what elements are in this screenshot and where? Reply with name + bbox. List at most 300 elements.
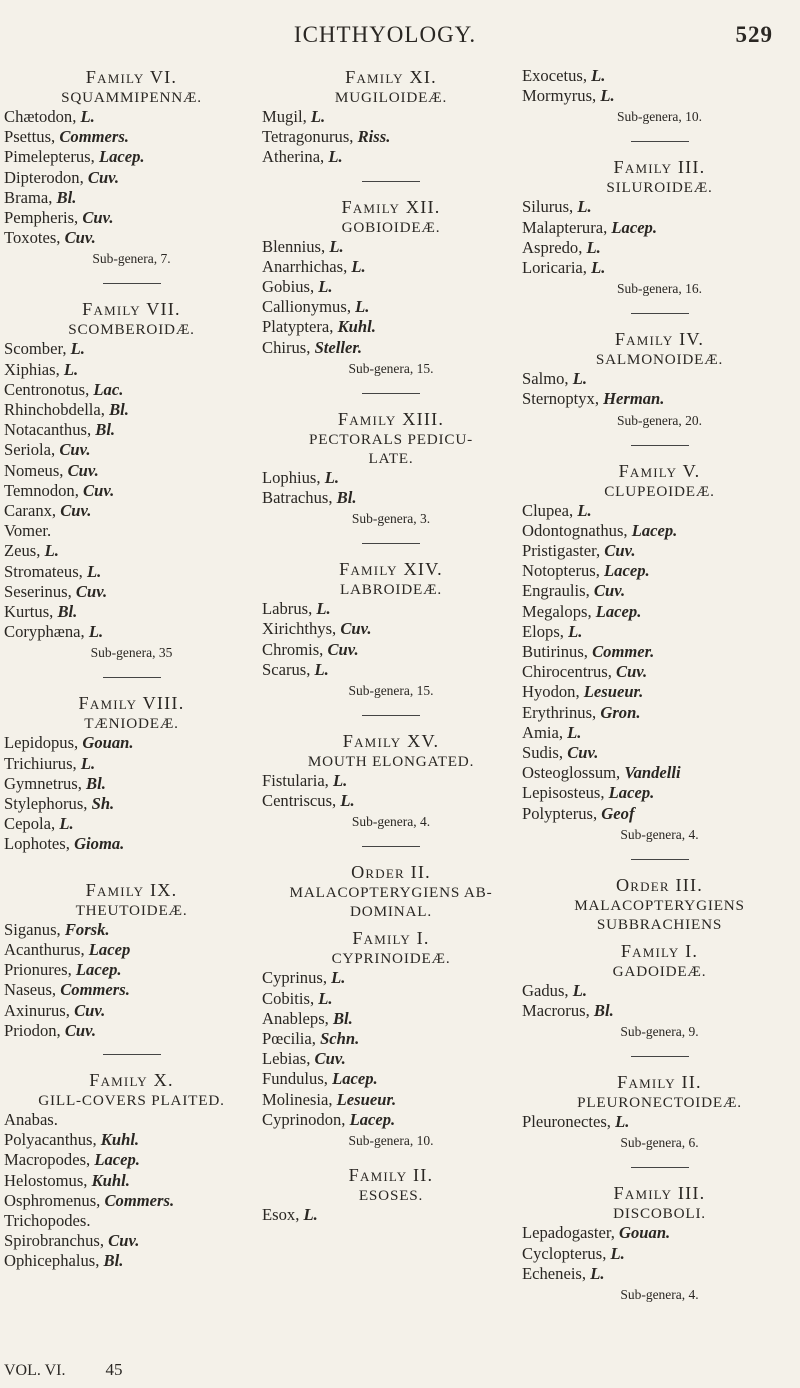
family-heading: Family III. — [613, 157, 706, 178]
group-name: MOUTH ELONGATED. — [307, 753, 475, 771]
genus-entry — [262, 968, 520, 988]
column-1 — [4, 66, 259, 1272]
genus-name: Seriola, — [4, 440, 60, 460]
genus-authority: L. — [567, 722, 582, 742]
genus-entry — [522, 369, 797, 389]
genus-name: Aspredo, — [522, 237, 587, 257]
genus-authority: Cuv. — [314, 1049, 346, 1069]
subgenera-count: Sub-genera, 9. — [620, 1024, 699, 1040]
genus-name: Acanthurus, — [4, 939, 89, 959]
genus-name: Psettus, — [4, 127, 60, 147]
section-rule — [522, 1154, 797, 1182]
genus-authority: Lacep. — [631, 520, 678, 540]
genus-authority: Bl. — [109, 400, 129, 420]
genus-name: Scarus, — [262, 659, 315, 679]
genus-authority: Lac. — [93, 379, 124, 399]
genus-entry — [4, 360, 259, 380]
group-name: GILL-COVERS PLAITED. — [38, 1091, 225, 1109]
genus-name: Platyptera, — [262, 317, 338, 337]
genus-authority: Cuv. — [87, 167, 120, 187]
genus-entry — [522, 218, 797, 238]
family-heading: Family XI. — [345, 67, 437, 87]
genus-name: Cyclopterus, — [522, 1243, 611, 1263]
genus-entry — [4, 501, 259, 521]
genus-name: Butirinus, — [522, 642, 593, 662]
genus-name: Chætodon, — [4, 107, 81, 126]
section-rule — [522, 128, 797, 156]
section-rule — [4, 1041, 259, 1069]
genus-entry — [4, 814, 259, 834]
group-name: TÆNIODEÆ. — [84, 715, 179, 733]
genus-entry — [522, 238, 797, 258]
subgenera-count: Sub-genera, 7. — [92, 251, 171, 267]
family-heading: Family IV. — [614, 329, 705, 350]
genus-entry — [262, 619, 520, 639]
genus-name: Callionymus, — [262, 297, 356, 317]
running-head — [0, 22, 800, 52]
genus-authority: L. — [80, 107, 95, 126]
genus-entry — [262, 989, 520, 1009]
genus-entry — [4, 794, 259, 814]
genus-entry — [262, 1029, 520, 1049]
genus-authority: Cuv. — [82, 208, 114, 228]
genus-entry — [4, 1150, 259, 1170]
family-heading: Family V. — [618, 460, 701, 481]
genus-entry — [4, 1191, 259, 1211]
genus-name: Caranx, — [4, 501, 61, 521]
genus-authority: Cuv. — [593, 581, 626, 601]
genus-name: Trichiurus, — [4, 753, 81, 773]
genus-authority: L. — [328, 147, 343, 167]
genus-authority: L. — [572, 980, 587, 1000]
genus-entry — [522, 602, 797, 622]
genus-name: Osteoglossum, — [522, 763, 625, 783]
genus-entry — [522, 541, 797, 561]
family-heading: Order II. — [351, 862, 431, 883]
genus-entry — [262, 660, 520, 680]
genus-authority: Bl. — [86, 773, 106, 793]
genus-authority: L. — [590, 1263, 605, 1283]
genus-entry — [4, 582, 259, 602]
genus-name: Priodon, — [4, 1020, 65, 1040]
genus-entry — [4, 380, 259, 400]
genus-name: Chromis, — [262, 639, 328, 659]
group-name: GADOIDEÆ. — [612, 962, 707, 980]
genus-name: Hyodon, — [522, 682, 584, 702]
page-number: 529 — [735, 22, 773, 47]
genus-name: Pleuronectes, — [522, 1112, 616, 1132]
family-heading: Family III. — [613, 1183, 706, 1204]
genus-name: Brama, — [4, 187, 57, 207]
genus-authority: Sh. — [91, 794, 115, 814]
genus-authority: Commers. — [104, 1190, 175, 1210]
subgenera-count: Sub-genera, 6. — [620, 1135, 699, 1151]
genus-entry — [262, 338, 520, 358]
family-heading: Family II. — [617, 1072, 702, 1093]
genus-name: Chirocentrus, — [522, 662, 617, 682]
genus-authority: Cuv. — [60, 501, 92, 521]
genus-name: Amia, — [522, 722, 568, 742]
section-rule — [262, 380, 520, 408]
genus-authority: Lacep. — [608, 783, 655, 803]
genus-name: Centriscus, — [262, 791, 341, 811]
genus-entry — [4, 420, 259, 440]
genus-entry — [4, 960, 259, 980]
genus-authority: Kuhl. — [337, 317, 376, 337]
genus-entry — [262, 277, 520, 297]
genus-name: Exocetus, — [522, 66, 592, 85]
genus-name: Centronotus, — [4, 379, 94, 399]
genus-authority: Gouan. — [82, 733, 134, 753]
genus-entry — [262, 107, 520, 127]
genus-entry — [522, 1264, 797, 1284]
group-name: SCOMBEROIDÆ. — [68, 321, 195, 339]
genus-authority: Lacep. — [611, 217, 657, 237]
genus-entry — [4, 754, 259, 774]
genus-name: Scomber, — [4, 339, 71, 359]
signature-number: 45 — [105, 1360, 123, 1379]
genus-name: Mormyrus, — [522, 86, 601, 106]
genus-entry — [262, 1205, 520, 1225]
genus-entry — [522, 521, 797, 541]
genus-name: Erythrinus, — [522, 702, 601, 722]
genus-entry — [262, 257, 520, 277]
genus-authority: Schn. — [320, 1029, 360, 1049]
group-name: PLEURONECTOIDEÆ. — [577, 1094, 742, 1112]
genus-entry — [4, 1021, 259, 1041]
genus-authority: Gron. — [600, 702, 641, 722]
family-heading: Family VI. — [85, 67, 178, 87]
genus-authority: L. — [586, 237, 601, 257]
spacer — [262, 1152, 520, 1164]
subgenera-count: Sub-genera, 15. — [348, 360, 434, 376]
genus-authority: Cuv. — [340, 619, 372, 639]
genus-entry — [262, 317, 520, 337]
genus-name: Anableps, — [262, 1008, 333, 1028]
genus-name: Echeneis, — [522, 1263, 591, 1283]
genus-name: Gymnetrus, — [4, 773, 87, 793]
genus-name: Prionures, — [4, 960, 76, 980]
genus-entry — [262, 599, 520, 619]
genus-name: Engraulis, — [522, 581, 594, 601]
genus-authority: Bl. — [593, 1001, 614, 1021]
genus-authority: L. — [329, 236, 344, 256]
genus-authority: L. — [316, 599, 331, 619]
genus-authority: L. — [355, 297, 370, 317]
genus-authority: L. — [310, 107, 326, 126]
subgenera-count: Sub-genera, 10. — [348, 1133, 434, 1149]
genus-authority: Commers. — [60, 980, 130, 1000]
genus-authority: L. — [340, 791, 355, 811]
genus-entry — [4, 774, 259, 794]
group-name: CYPRINOIDEÆ. — [331, 950, 451, 968]
genus-authority: Commers. — [59, 127, 129, 147]
genus-entry — [4, 602, 259, 622]
genus-authority: L. — [591, 258, 606, 278]
genus-entry — [4, 1001, 259, 1021]
family-heading: Family I. — [620, 940, 699, 961]
genus-entry — [4, 541, 259, 561]
genus-name: Toxotes, — [4, 228, 65, 248]
genus-name: Lophotes, — [4, 834, 75, 854]
genus-authority: L. — [303, 1205, 318, 1225]
genus-authority: L. — [610, 1243, 625, 1263]
section-rule — [262, 168, 520, 196]
group-name: MALACOPTERYGIENS AB- — [289, 884, 493, 902]
section-rule — [522, 1043, 797, 1071]
genus-entry — [262, 1110, 520, 1130]
group-name: LATE. — [368, 449, 414, 467]
genus-authority: Kuhl. — [100, 1130, 140, 1150]
genus-name: Temnodon, — [4, 480, 84, 500]
family-heading: Order III. — [615, 874, 704, 895]
genus-name: Sudis, — [522, 743, 568, 763]
genus-name: Coryphæna, — [4, 622, 89, 642]
genus-name: Cepola, — [4, 814, 60, 834]
genus-entry — [262, 147, 520, 167]
genus-authority: Cuv. — [74, 1000, 106, 1020]
family-heading: Family XV. — [342, 731, 440, 752]
genus-entry — [4, 1171, 259, 1191]
group-name: PECTORALS PEDICU- — [309, 430, 473, 448]
genus-entry — [522, 389, 797, 409]
genus-entry — [522, 501, 797, 521]
genus-entry — [522, 981, 797, 1001]
genus-authority: L. — [331, 968, 346, 988]
genus-authority: Cuv. — [67, 460, 99, 480]
genus-authority: Steller. — [314, 337, 363, 357]
genus-entry — [262, 297, 520, 317]
genus-authority: Bl. — [95, 420, 116, 440]
genus-name: Salmo, — [522, 369, 573, 389]
genus-authority: L. — [63, 359, 79, 379]
genus-entry — [522, 86, 797, 106]
group-name: GOBIOIDEÆ. — [341, 218, 441, 236]
genus-entry — [4, 1211, 259, 1231]
genus-name: Lebias, — [262, 1049, 315, 1069]
group-name: ESOSES. — [358, 1187, 424, 1205]
genus-name: Zeus, — [4, 541, 45, 561]
genus-name: Lophius, — [262, 467, 325, 487]
genus-name: Chirus, — [262, 337, 315, 357]
genus-name: Batrachus, — [262, 488, 337, 508]
genus-entry — [262, 468, 520, 488]
genus-name: Megalops, — [522, 601, 596, 621]
genus-name: Pimelepterus, — [4, 147, 99, 167]
genus-authority: Bl. — [56, 187, 77, 207]
genus-name: Tetragonurus, — [262, 127, 358, 147]
genus-authority: Lacep. — [595, 601, 642, 621]
genus-entry — [4, 208, 259, 228]
genus-name: Siganus, — [4, 919, 65, 939]
genus-entry — [4, 622, 259, 642]
genus-authority: Gouan. — [619, 1223, 671, 1243]
genus-entry — [262, 640, 520, 660]
subgenera-count: Sub-genera, 3. — [351, 511, 431, 527]
group-name: MUGILOIDEÆ. — [334, 89, 448, 106]
genus-entry — [522, 622, 797, 642]
genus-name: Blennius, — [262, 236, 330, 256]
genus-authority: Gioma. — [74, 834, 125, 854]
genus-authority: L. — [86, 561, 102, 581]
genus-name: Atherina, — [262, 147, 329, 167]
genus-name: Seserinus, — [4, 581, 76, 601]
genus-entry — [4, 834, 259, 854]
genus-name: Helostomus, — [4, 1170, 92, 1190]
genus-name: Cyprinus, — [262, 968, 332, 988]
genus-entry — [522, 804, 797, 824]
genus-authority: Lesueur. — [583, 682, 644, 702]
genus-entry — [4, 400, 259, 420]
genus-name: Elops, — [522, 621, 569, 641]
genus-entry — [522, 642, 797, 662]
genus-entry — [4, 461, 259, 481]
genus-authority: L. — [577, 197, 592, 217]
genus-authority: Bl. — [332, 1008, 353, 1028]
page-footer — [4, 1360, 122, 1381]
genus-name: Fistularia, — [262, 771, 333, 791]
genus-name: Anabas. — [4, 1109, 58, 1129]
subgenera-count: Sub-genera, 35 — [90, 645, 173, 661]
group-name: MALACOPTERYGIENS — [574, 896, 745, 914]
genus-name: Lepidopus, — [4, 733, 83, 753]
genus-entry — [4, 980, 259, 1000]
genus-authority: Bl. — [103, 1251, 124, 1271]
genus-name: Axinurus, — [4, 1000, 75, 1020]
genus-authority: Cuv. — [64, 228, 96, 248]
genus-name: Gobius, — [262, 277, 319, 297]
genus-entry — [4, 440, 259, 460]
genus-name: Trichopodes. — [4, 1210, 91, 1230]
genus-name: Xirichthys, — [262, 619, 341, 639]
genus-authority: Lacep. — [349, 1109, 396, 1129]
genus-entry — [4, 562, 259, 582]
genus-authority: Lacep. — [332, 1069, 378, 1089]
genus-name: Stromateus, — [4, 561, 87, 581]
section-rule — [262, 530, 520, 558]
genus-entry — [4, 147, 259, 167]
genus-entry — [4, 521, 259, 541]
section-rule — [522, 846, 797, 874]
genus-authority: Riss. — [357, 127, 391, 147]
genus-name: Stylephorus, — [4, 794, 92, 814]
family-heading: Family IX. — [85, 879, 178, 900]
family-heading: Family VIII. — [78, 693, 185, 714]
volume-signature: VOL. VI. — [4, 1362, 66, 1379]
genus-entry — [4, 127, 259, 147]
genus-entry — [4, 481, 259, 501]
subgenera-count: Sub-genera, 20. — [616, 412, 703, 428]
section-rule — [262, 833, 520, 861]
section-rule — [262, 702, 520, 730]
genus-entry — [4, 1110, 259, 1130]
genus-authority: Forsk. — [64, 919, 110, 939]
genus-authority: Kuhl. — [91, 1170, 130, 1190]
genus-entry — [522, 66, 797, 86]
genus-entry — [522, 1244, 797, 1264]
genus-entry — [262, 791, 520, 811]
genus-authority: Bl. — [336, 488, 357, 508]
genus-name: Molinesia, — [262, 1089, 337, 1109]
family-heading: Family VII. — [82, 299, 181, 320]
genus-authority: L. — [572, 369, 588, 389]
genus-authority: L. — [324, 467, 339, 487]
genus-entry — [522, 783, 797, 803]
group-name: DOMINAL. — [350, 903, 432, 921]
genus-authority: Lacep — [88, 939, 131, 959]
genus-name: Cobitis, — [262, 988, 319, 1008]
genus-entry — [4, 940, 259, 960]
genus-entry — [262, 1049, 520, 1069]
genus-authority: L. — [318, 988, 333, 1008]
genus-entry — [522, 682, 797, 702]
genus-entry — [4, 188, 259, 208]
genus-authority: L. — [80, 753, 96, 773]
genus-authority: Lacep. — [98, 147, 145, 167]
genus-name: Pempheris, — [4, 208, 83, 228]
subgenera-count: Sub-genera, 4. — [351, 814, 431, 830]
genus-entry — [4, 1130, 259, 1150]
genus-entry — [4, 228, 259, 248]
genus-name: Vomer. — [4, 521, 52, 541]
genus-name: Lepadogaster, — [522, 1223, 620, 1243]
genus-authority: Cuv. — [567, 743, 599, 763]
genus-authority: Cuv. — [616, 662, 648, 682]
subgenera-count: Sub-genera, 15. — [348, 683, 434, 699]
genus-name: Polyacanthus, — [4, 1130, 101, 1150]
genus-authority: Lacep. — [94, 1150, 140, 1170]
genus-name: Nomeus, — [4, 460, 68, 480]
genus-entry — [522, 197, 797, 217]
genus-name: Rhinchobdella, — [4, 400, 110, 420]
genus-entry — [4, 1231, 259, 1251]
subgenera-count: Sub-genera, 4. — [620, 826, 699, 842]
group-name: SUBBRACHIENS — [596, 915, 723, 933]
column-3 — [522, 66, 797, 1306]
genus-authority: L. — [615, 1112, 630, 1132]
genus-authority: Herman. — [603, 389, 665, 409]
genus-entry — [522, 662, 797, 682]
genus-authority: Cuv. — [59, 440, 91, 460]
genus-authority: Cuv. — [83, 480, 115, 500]
genus-name: Osphromenus, — [4, 1190, 105, 1210]
genus-authority: Vandelli — [624, 763, 681, 783]
genus-name: Xiphias, — [4, 359, 64, 379]
genus-authority: L. — [332, 771, 348, 791]
genus-entry — [4, 107, 259, 127]
genus-name: Fundulus, — [262, 1069, 333, 1089]
family-heading: Family XIV. — [339, 559, 443, 580]
genus-entry — [262, 1090, 520, 1110]
genus-entry — [522, 743, 797, 763]
genus-authority: L. — [577, 500, 592, 520]
genus-name: Sternoptyx, — [522, 389, 604, 409]
genus-entry — [262, 1009, 520, 1029]
genus-name: Labrus, — [262, 599, 317, 619]
genus-name: Kurtus, — [4, 602, 58, 622]
group-name: CLUPEOIDEÆ. — [604, 482, 715, 500]
group-name: LABROIDEÆ. — [339, 581, 443, 599]
genus-entry — [522, 561, 797, 581]
genus-name: Macrorus, — [522, 1001, 594, 1021]
genus-authority: L. — [591, 66, 606, 85]
genus-name: Ophicephalus, — [4, 1251, 104, 1271]
genus-authority: Cuv. — [327, 639, 359, 659]
genus-authority: L. — [88, 622, 104, 642]
family-heading: Family I. — [352, 928, 430, 949]
genus-name: Esox, — [262, 1205, 304, 1225]
genus-name: Gadus, — [522, 980, 573, 1000]
